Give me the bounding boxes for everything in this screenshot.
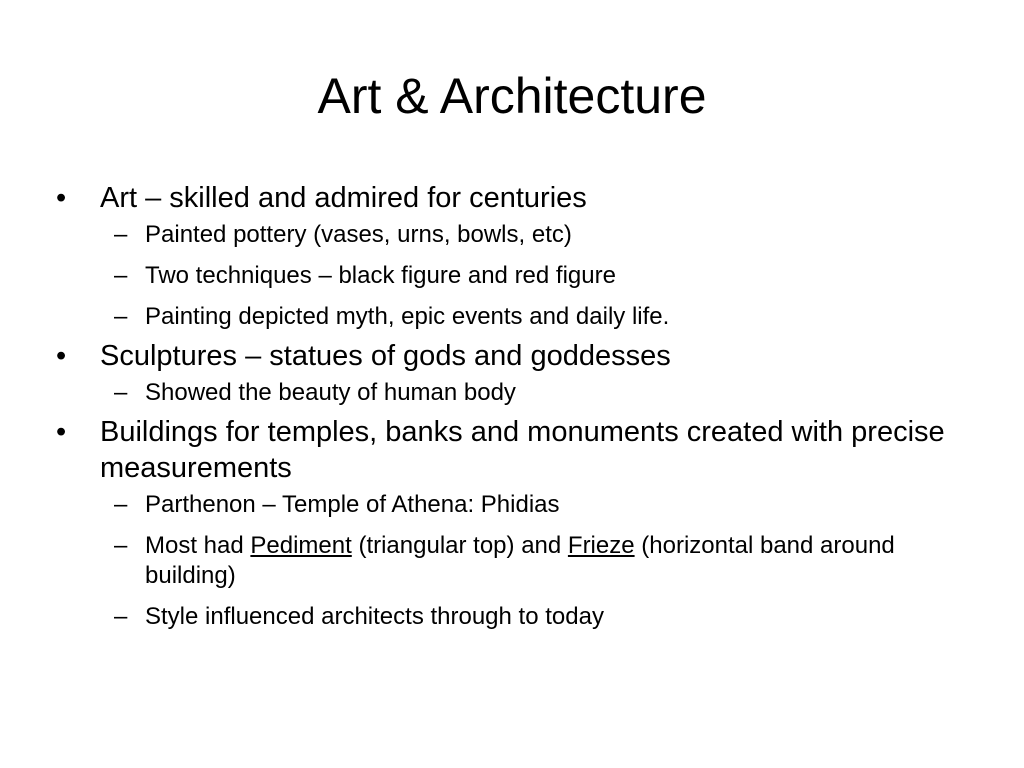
sub-bullet-item — [56, 490, 956, 520]
bullet-item — [56, 338, 956, 374]
bullet-item — [56, 180, 956, 216]
slide-title: Art & Architecture — [317, 68, 707, 124]
bullet-marker: • — [56, 416, 67, 448]
sub-bullet-text: Parthenon – Temple of Athena: Phidias — [145, 491, 560, 518]
sub-bullet-item — [56, 220, 956, 250]
slide-body — [56, 180, 956, 643]
underlined-term-pediment: Pediment — [250, 532, 352, 559]
sub-bullet-item — [56, 602, 956, 632]
sub-bullet-item — [56, 378, 956, 408]
sub-bullet-text: Painting depicted myth, epic events and daily life. — [145, 303, 670, 330]
text-run: Most had — [145, 532, 251, 559]
sub-bullet-item — [56, 531, 956, 591]
sub-bullet-text — [145, 532, 895, 589]
text-run: (triangular top) and — [351, 532, 568, 559]
bullet-item — [56, 414, 956, 486]
dash-marker: – — [114, 221, 128, 248]
sub-bullet-item — [56, 302, 956, 332]
underlined-term-frieze: Frieze — [567, 532, 635, 559]
bullet-marker: • — [56, 182, 67, 214]
bullet-marker: • — [56, 340, 67, 372]
bullet-text: Art – skilled and admired for centuries — [100, 182, 587, 214]
dash-marker: – — [114, 262, 128, 289]
sub-bullet-text: Style influenced architects through to today — [145, 603, 604, 630]
dash-marker: – — [114, 303, 128, 330]
bullet-text: Buildings for temples, banks and monuments created with precise measurements — [100, 416, 945, 484]
dash-marker: – — [114, 491, 128, 518]
bullet-text: Sculptures – statues of gods and goddesses — [100, 340, 671, 372]
sub-bullet-text: Painted pottery (vases, urns, bowls, etc) — [145, 221, 572, 248]
dash-marker: – — [114, 532, 128, 559]
text-run: (horizontal band around building) — [145, 532, 895, 589]
dash-marker: – — [114, 379, 128, 406]
sub-bullet-text: Two techniques – black figure and red figure — [145, 262, 616, 289]
sub-bullet-text: Showed the beauty of human body — [145, 379, 516, 406]
dash-marker: – — [114, 603, 128, 630]
sub-bullet-item — [56, 261, 956, 291]
